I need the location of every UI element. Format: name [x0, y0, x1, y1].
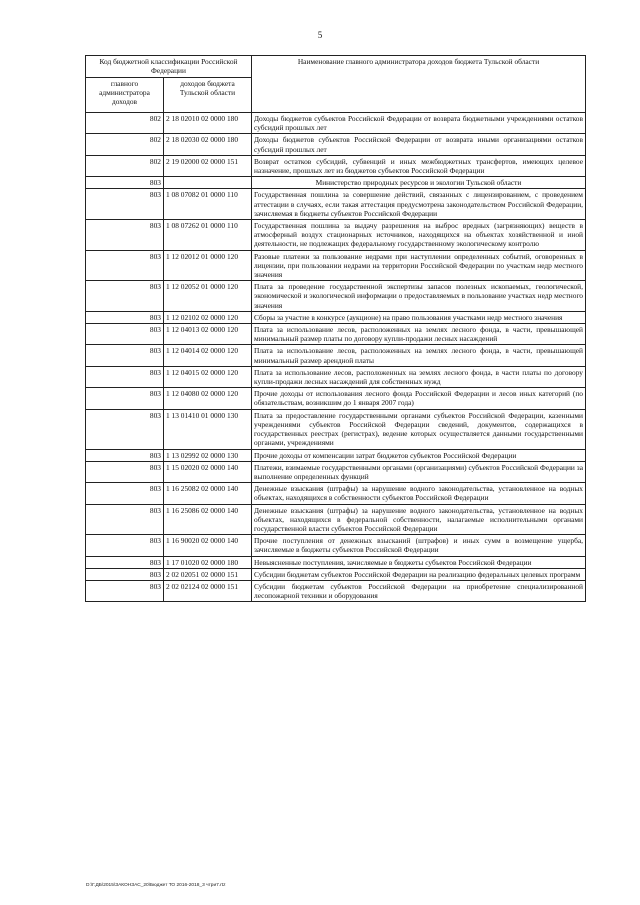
table-row	[86, 409, 586, 449]
table-row	[86, 281, 586, 312]
revenue-code-cell: 1 12 04015 02 0000 120	[164, 366, 252, 387]
revenue-name-cell: Прочие доходы от компенсации затрат бюджетов субъектов Российской Федерации	[252, 449, 586, 461]
revenue-name-cell: Плата за использование лесов, расположенных на землях лесного фонда, в части, превышающей минимальный размер арендной платы	[252, 345, 586, 366]
table-row	[86, 250, 586, 281]
ministry-row	[86, 177, 586, 189]
admin-code-cell: 803	[86, 250, 164, 281]
admin-code-cell: 803	[86, 580, 164, 601]
revenue-name-cell: Государственная пошлина за выдачу разрешения на выброс вредных (загрязняющих) веществ в атмосферный воздух стационарных источников, находящихся на объектах хозяйственной и иной деятельности, не подлежащих федеральному государственному экологическому контролю	[252, 220, 586, 251]
footer-file-path: D:\Г.ДБ\2015\ЗАКОНЗАС_20\Бюджет ТО 2016-2018_3 чтри7.rtz	[86, 883, 226, 888]
revenue-code-cell: 1 15 02020 02 0000 140	[164, 461, 252, 482]
revenue-code-cell: 1 16 90020 02 0000 140	[164, 535, 252, 556]
table-row	[86, 556, 586, 568]
table-row	[86, 568, 586, 580]
ministry-name-cell: Министерство природных ресурсов и экологии Тульской области	[252, 177, 586, 189]
revenue-name-cell: Прочие доходы от использования лесного фонда Российской Федерации и лесов иных категорий (по обязательствам, возникшим до 1 января 2007 года)	[252, 388, 586, 409]
table-row	[86, 366, 586, 387]
table-row	[86, 345, 586, 366]
revenue-name-cell: Разовые платежи за пользование недрами при наступлении определенных событий, оговоренных в лицензии, при пользовании недрами на территории Российской Федерации по участкам недр местного значения	[252, 250, 586, 281]
revenue-name-cell: Плата за предоставление государственными органами субъектов Российской Федерации, казенными учреждениями субъектов Российской Федерации сведений, документов, содержащихся в государственных реестрах (регистрах), ведение которых осуществляется данными государственными органами, учреждениями	[252, 409, 586, 449]
header-admin-code: главного администратора доходов	[86, 78, 164, 113]
revenue-name-cell: Сборы за участие в конкурсе (аукционе) на право пользования участками недр местного значения	[252, 311, 586, 323]
revenue-code-cell: 1 17 01020 02 0000 180	[164, 556, 252, 568]
revenue-name-cell: Государственная пошлина за совершение действий, связанных с лицензированием, с проведением аттестации в случаях, если такая аттестация предусмотрена законодательством Российской Федерации, зачисляемая в бюджеты субъектов Российской Федерации	[252, 189, 586, 220]
revenue-code-cell: 1 12 02012 01 0000 120	[164, 250, 252, 281]
admin-code-cell: 802	[86, 134, 164, 155]
admin-code-cell: 803	[86, 366, 164, 387]
admin-code-cell: 803	[86, 281, 164, 312]
revenue-code-cell: 2 02 02124 02 0000 151	[164, 580, 252, 601]
revenue-code-cell: 2 18 02030 02 0000 180	[164, 134, 252, 155]
revenue-code-cell: 1 16 25082 02 0000 140	[164, 483, 252, 504]
admin-code-cell: 803	[86, 189, 164, 220]
admin-code-cell: 803	[86, 220, 164, 251]
revenue-code-cell: 1 08 07262 01 0000 110	[164, 220, 252, 251]
admin-code-cell: 803	[86, 449, 164, 461]
table-row	[86, 134, 586, 155]
revenue-administrators-table	[85, 55, 586, 602]
revenue-code-cell: 1 08 07082 01 0000 110	[164, 189, 252, 220]
admin-code-cell: 803	[86, 311, 164, 323]
page-number: 5	[317, 30, 323, 40]
header-revenue-code: доходов бюджета Тульской области	[164, 78, 252, 113]
revenue-code-cell: 1 12 04080 02 0000 120	[164, 388, 252, 409]
revenue-name-cell: Субсидии бюджетам субъектов Российской Федерации на реализацию федеральных целевых программ	[252, 568, 586, 580]
admin-code-cell: 803	[86, 324, 164, 345]
revenue-name-cell: Плата за использование лесов, расположенных на землях лесного фонда, в части, превышающей минимальный размер платы по договору купли-продажи лесных насаждений	[252, 324, 586, 345]
admin-code-cell: 802	[86, 155, 164, 176]
revenue-code-cell: 1 12 02102 02 0000 120	[164, 311, 252, 323]
table-row	[86, 189, 586, 220]
admin-code-cell: 803	[86, 345, 164, 366]
table-row	[86, 483, 586, 504]
revenue-code-cell: 1 13 01410 01 0000 130	[164, 409, 252, 449]
admin-code-cell: 803	[86, 535, 164, 556]
admin-code-cell: 803	[86, 461, 164, 482]
revenue-name-cell: Платежи, взимаемые государственными органами (организациями) субъектов Российской Федерации за выполнение определенных функций	[252, 461, 586, 482]
revenue-name-cell: Доходы бюджетов субъектов Российской Федерации от возврата иными организациями остатков субсидий прошлых лет	[252, 134, 586, 155]
table-row	[86, 504, 586, 535]
revenue-code-cell: 1 12 04013 02 0000 120	[164, 324, 252, 345]
table-row	[86, 449, 586, 461]
table-row	[86, 388, 586, 409]
admin-code-cell: 803	[86, 409, 164, 449]
revenue-name-cell: Субсидии бюджетам субъектов Российской Федерации на приобретение специализированной лесопожарной техники и оборудования	[252, 580, 586, 601]
table-row	[86, 580, 586, 601]
admin-code-cell: 803	[86, 388, 164, 409]
revenue-name-cell: Доходы бюджетов субъектов Российской Федерации от возврата бюджетными учреждениями остатков субсидий прошлых лет	[252, 113, 586, 134]
admin-code-cell: 802	[86, 113, 164, 134]
revenue-code-cell: 1 12 04014 02 0000 120	[164, 345, 252, 366]
revenue-name-cell: Возврат остатков субсидий, субвенций и иных межбюджетных трансфертов, имеющих целевое назначение, прошлых лет из бюджетов субъектов Российской Федерации	[252, 155, 586, 176]
revenue-code-cell: 1 13 02992 02 0000 130	[164, 449, 252, 461]
admin-code-cell: 803	[86, 504, 164, 535]
table-row	[86, 155, 586, 176]
admin-code-cell: 803	[86, 556, 164, 568]
table-row	[86, 311, 586, 323]
revenue-code-cell: 1 16 25086 02 0000 140	[164, 504, 252, 535]
header-admin-name: Наименование главного администратора доходов бюджета Тульской области	[252, 56, 586, 113]
revenue-code-cell: 2 02 02051 02 0000 151	[164, 568, 252, 580]
table-row	[86, 324, 586, 345]
revenue-name-cell: Денежные взыскания (штрафы) за нарушение водного законодательства, установленное на водных объектах, находящихся в федеральной собственности, налагаемые исполнительными органами государственной власти субъектов Российской Федерации	[252, 504, 586, 535]
revenue-name-cell: Прочие поступления от денежных взысканий (штрафов) и иных сумм в возмещение ущерба, зачисляемые в бюджеты субъектов Российской Федерации	[252, 535, 586, 556]
revenue-code-cell	[164, 177, 252, 189]
revenue-name-cell: Плата за использование лесов, расположенных на землях лесного фонда, в части платы по договору купли-продажи лесных насаждений для собственных нужд	[252, 366, 586, 387]
revenue-code-cell: 2 18 02010 02 0000 180	[164, 113, 252, 134]
admin-code-cell: 803	[86, 483, 164, 504]
revenue-name-cell: Плата за проведение государственной экспертизы запасов полезных ископаемых, геологической, экономической и экологической информации о предоставляемых в пользование участках недр местного значения	[252, 281, 586, 312]
table-header-row	[86, 56, 586, 78]
admin-code-cell: 803	[86, 177, 164, 189]
table-row	[86, 461, 586, 482]
revenue-name-cell: Денежные взыскания (штрафы) за нарушение водного законодательства, установленное на водных объектах, находящихся в собственности субъектов Российской Федерации	[252, 483, 586, 504]
table-row	[86, 220, 586, 251]
table-row	[86, 535, 586, 556]
revenue-name-cell: Невыясненные поступления, зачисляемые в бюджеты субъектов Российской Федерации	[252, 556, 586, 568]
revenue-code-cell: 2 19 02000 02 0000 151	[164, 155, 252, 176]
table-row	[86, 113, 586, 134]
admin-code-cell: 803	[86, 568, 164, 580]
header-classification: Код бюджетной классификации Российской Федерации	[86, 56, 252, 78]
revenue-code-cell: 1 12 02052 01 0000 120	[164, 281, 252, 312]
